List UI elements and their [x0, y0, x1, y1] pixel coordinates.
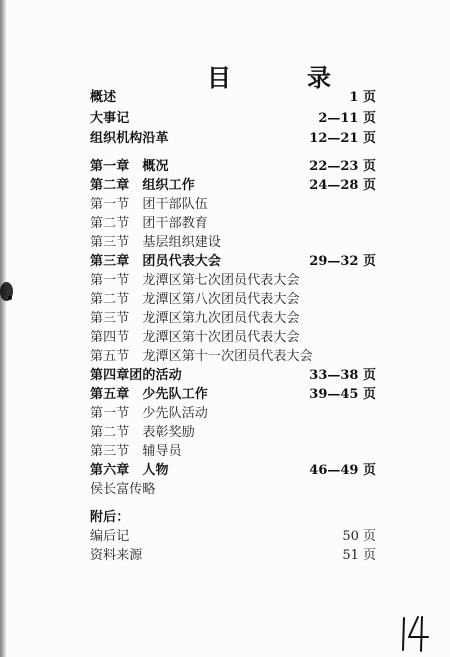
toc-entry — [90, 176, 376, 196]
toc-entry — [90, 328, 376, 348]
toc-entry-label: 第一节 龙潭区第七次团员代表大会 — [90, 273, 300, 288]
toc-entry — [90, 508, 376, 528]
toc-entry-pages: 33—38 页 — [309, 368, 376, 383]
toc-entry — [90, 480, 376, 500]
toc-entry-label: 大事记 — [90, 111, 130, 126]
toc-entry-label: 第六章 人物 — [90, 463, 169, 478]
toc-entry — [90, 195, 376, 215]
toc-entry — [90, 233, 376, 253]
toc-entry-label: 第二节 表彰奖励 — [90, 425, 195, 440]
toc-entry-label: 第三节 龙潭区第九次团员代表大会 — [90, 311, 300, 326]
page-title: 目 录 — [207, 63, 357, 92]
toc-entry-label: 第四节 龙潭区第十次团员代表大会 — [90, 330, 300, 345]
toc-entry — [90, 461, 376, 481]
toc-entry-label: 组织机构沿革 — [90, 131, 169, 146]
toc-entry — [90, 129, 376, 149]
toc-entry-label: 第一节 团干部队伍 — [90, 197, 208, 212]
handwritten-page-number — [393, 614, 435, 652]
toc-entry — [90, 527, 376, 547]
toc-entry — [90, 271, 376, 291]
toc-entry-label: 第二节 龙潭区第八次团员代表大会 — [90, 292, 300, 307]
toc-entry-label: 资料来源 — [90, 548, 143, 563]
toc-entry-label: 第一节 少先队活动 — [90, 406, 208, 421]
toc-entry-pages: 1 页 — [349, 90, 376, 105]
toc-entry — [90, 546, 376, 566]
toc-entry — [90, 252, 376, 272]
toc-entry-label: 第三节 辅导员 — [90, 444, 182, 459]
toc-entry-pages: 12—21 页 — [309, 131, 376, 146]
toc-entry-pages: 39—45 页 — [309, 387, 376, 402]
toc-entry — [90, 88, 376, 108]
toc-entry-pages: 2—11 页 — [318, 111, 376, 126]
toc-entry-label: 第五节 龙潭区第十一次团员代表大会 — [90, 349, 313, 364]
toc-entry-label: 侯长富传略 — [90, 482, 156, 497]
toc-entry — [90, 214, 376, 234]
toc-entry — [90, 290, 376, 310]
toc-entry — [90, 309, 376, 329]
toc-entry — [90, 404, 376, 424]
scan-smudge — [8, 296, 12, 300]
toc-entry-label: 第四章团的活动 — [90, 368, 182, 383]
toc-entry — [90, 423, 376, 443]
toc-entry-pages: 51 页 — [342, 548, 376, 563]
toc-entry-label: 第三节 基层组织建设 — [90, 235, 222, 250]
toc-entry — [90, 109, 376, 129]
toc-entry-pages: 22—23 页 — [309, 159, 376, 174]
toc-entry-label: 附后： — [90, 510, 130, 525]
toc-entry — [90, 442, 376, 462]
toc-entry-label: 概述 — [90, 90, 117, 105]
toc-entry-pages: 46—49 页 — [309, 463, 376, 478]
toc-entry-label: 第三章 团员代表大会 — [90, 254, 222, 269]
toc-entry-label: 第五章 少先队工作 — [90, 387, 208, 402]
toc-entry — [90, 157, 376, 177]
toc-entry — [90, 385, 376, 405]
toc-entry-label: 第二节 团干部教育 — [90, 216, 208, 231]
scan-edge-shadow — [0, 0, 6, 657]
toc-entry-label: 编后记 — [90, 529, 130, 544]
toc-entry-label: 第一章 概况 — [90, 159, 169, 174]
toc-entry-pages: 29—32 页 — [309, 254, 376, 269]
toc-entry-label: 第二章 组织工作 — [90, 178, 195, 193]
toc-entry — [90, 366, 376, 386]
toc-entry — [90, 347, 376, 367]
toc-entry-pages: 24—28 页 — [309, 178, 376, 193]
toc-entry-pages: 50 页 — [342, 529, 376, 544]
